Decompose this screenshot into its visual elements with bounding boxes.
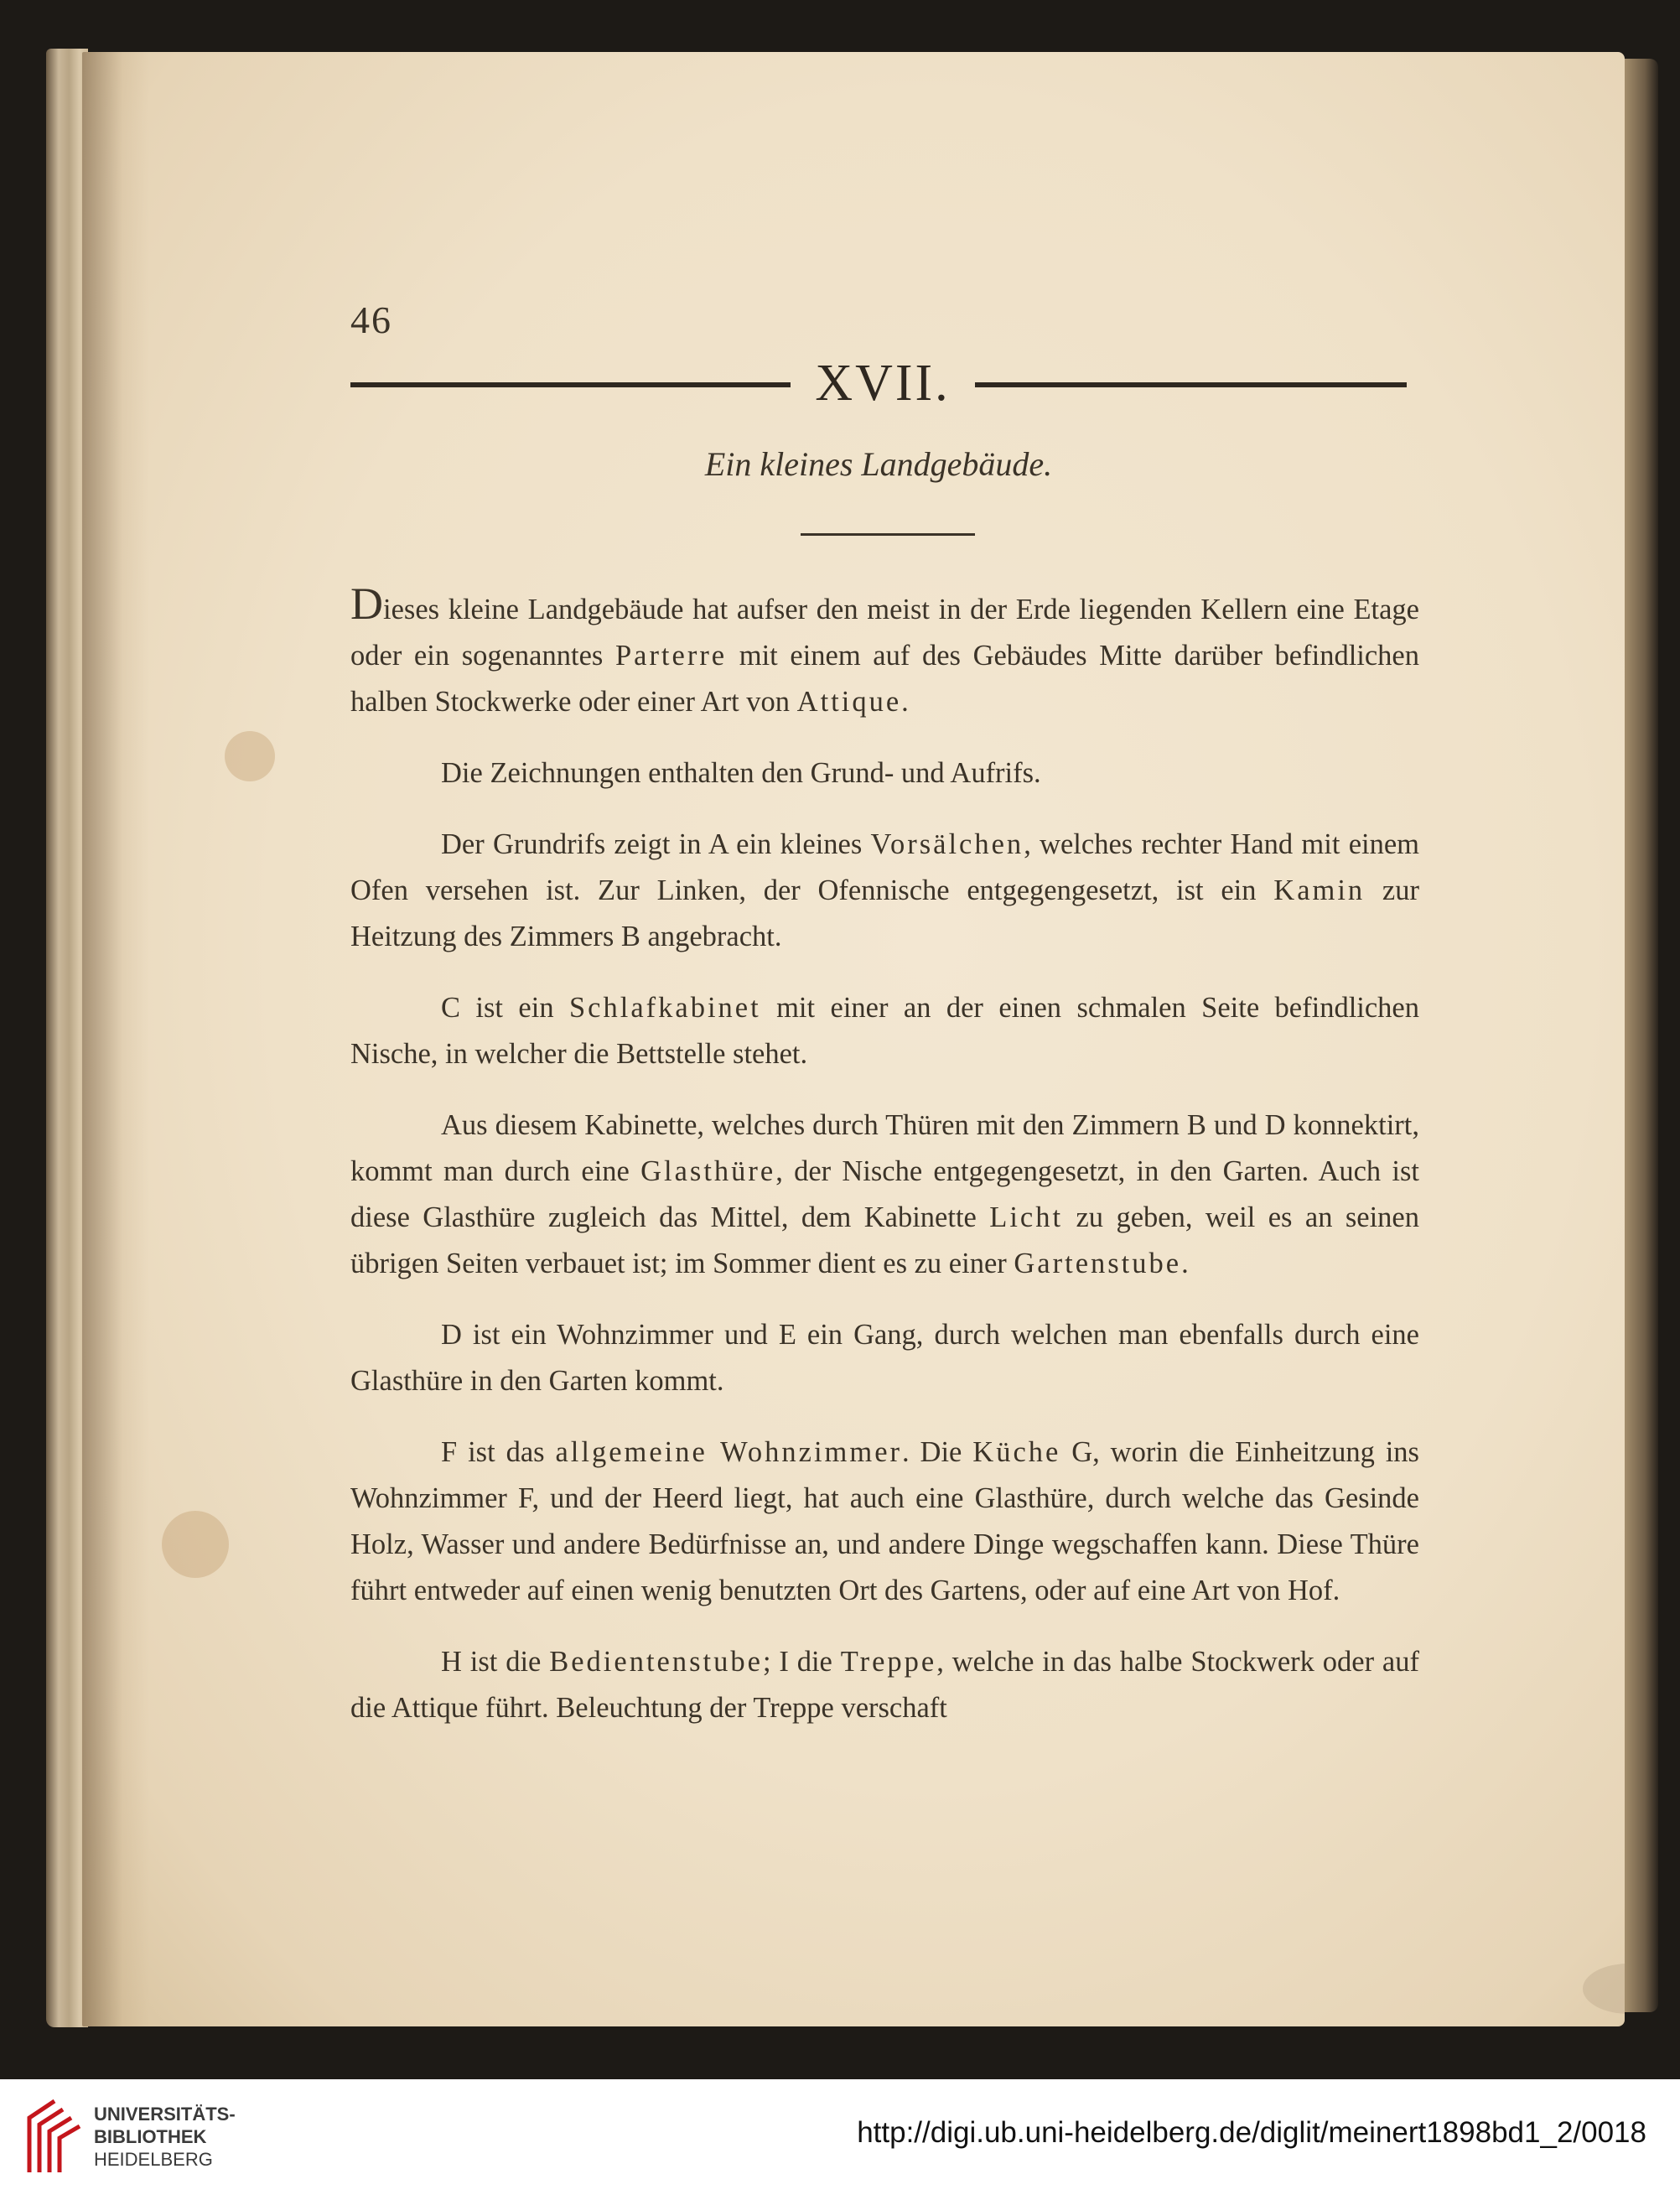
heading-rule-left (350, 382, 791, 387)
paragraph (350, 1429, 1419, 1614)
text-run: zu geben, weil es an seinen übrigen Seiten verbauet ist; im Sommer dient es zu einer (350, 1201, 1419, 1279)
text-run: zur Heitzung des Zimmers B angebracht. (350, 874, 1419, 952)
footer-bar (0, 2079, 1680, 2200)
foxing-stain (225, 731, 275, 781)
text-run: Aus diesem Kabinette, welches durch Thüren mit den Zimmern B und D konnektirt, kommt man durch eine (350, 1109, 1419, 1187)
foxing-stain (162, 1511, 229, 1578)
paragraph: D ist ein Wohnzimmer und E ein Gang, durch welchen man ebenfalls durch eine Glasthüre in den Garten kommt. (350, 1319, 1419, 1397)
foxing-stain (1583, 1964, 1625, 2014)
body-text (350, 579, 1419, 1756)
text-run: mit einer an der einen schmalen Seite befindlichen Nische, in welcher die Bettstelle stehet. (350, 992, 1419, 1070)
text-run: C ist ein (441, 992, 569, 1024)
spaced-term: Gartenstube (1014, 1248, 1182, 1279)
text-run: F ist das (441, 1436, 556, 1468)
text-run: H ist die (441, 1646, 550, 1678)
spaced-term: Parterre (614, 640, 728, 672)
text-run: . Die (902, 1436, 973, 1468)
heading-rule-right (975, 382, 1407, 387)
gutter-shadow (82, 52, 149, 2026)
spaced-term: Küche (972, 1436, 1061, 1468)
text-run: , welche in das halbe Stockwerk oder auf die Attique führt. Beleuchtung der Treppe verschaft (350, 1646, 1419, 1724)
spaced-term: Kamin (1273, 874, 1366, 906)
paragraph (350, 1639, 1419, 1731)
initial-letter: D (350, 579, 383, 629)
text-run: Der Grundrifs zeigt in A ein kleines (441, 828, 871, 860)
spaced-term: Schlafkabinet (569, 992, 761, 1024)
text-run: , welches rechter Hand mit einem Ofen versehen ist. Zur Linken, der Ofennische entgegengesetzt, ist ein (350, 828, 1419, 906)
library-name-line: BIBLIOTHEK (94, 2126, 207, 2147)
text-run: . (1181, 1248, 1189, 1279)
library-name-line: UNIVERSITÄTS- (94, 2104, 236, 2125)
text-run: ieses kleine Landgebäude hat aufser den meist in der Erde liegenden Kellern eine Etage oder ein sogenanntes (350, 594, 1419, 672)
text-run: . (901, 686, 909, 718)
chapter-heading (350, 352, 1407, 411)
paragraph (350, 579, 1419, 725)
spaced-term: allgemeine Wohnzimmer (555, 1436, 903, 1468)
paragraph (350, 985, 1419, 1077)
text-run: G, worin die Einheitzung ins Wohnzimmer F, und der Heerd liegt, hat auch eine Glasthüre, durch welche das Gesinde Holz, Wasser und andere Bedürfnisse an, und andere Dinge wegschaffen kann. Diese Thüre führt entweder auf einen wenig benutzten Ort des Gartens, oder auf eine Art von Hof. (350, 1436, 1419, 1606)
spaced-term: Treppe (840, 1646, 937, 1678)
text-run: ; I die (762, 1646, 841, 1678)
paragraph (350, 822, 1419, 960)
page-number: 46 (350, 298, 392, 341)
paragraph: Die Zeichnungen enthalten den Grund- und Aufrifs. (441, 757, 1041, 789)
spaced-term: Attique (796, 686, 902, 718)
spaced-term: Glasthüre (640, 1155, 776, 1187)
spaced-term: Bedientenstube (549, 1646, 763, 1678)
chapter-number: XVII. (815, 355, 951, 412)
book-right-edge (1625, 59, 1658, 2012)
library-name (94, 2103, 236, 2171)
library-logo-icon (21, 2093, 88, 2177)
text-run: mit einem auf des Gebäudes Mitte darüber befindlichen halben Stockwerke oder einer Art von (350, 640, 1419, 718)
subtitle-rule (801, 533, 975, 536)
spaced-term: Vorsälchen (870, 828, 1024, 860)
library-name-line: HEIDELBERG (94, 2149, 213, 2170)
text-run: , der Nische entgegengesetzt, in den Garten. Auch ist diese Glasthüre zugleich das Mittel, dem Kabinette (350, 1155, 1419, 1233)
permalink-url[interactable]: http://digi.ub.uni-heidelberg.de/diglit/meinert1898bd1_2/0018 (857, 2116, 1646, 2149)
spaced-term: Licht (989, 1201, 1064, 1233)
chapter-subtitle: Ein kleines Landgebäude. (704, 445, 1053, 483)
paragraph (350, 1103, 1419, 1287)
